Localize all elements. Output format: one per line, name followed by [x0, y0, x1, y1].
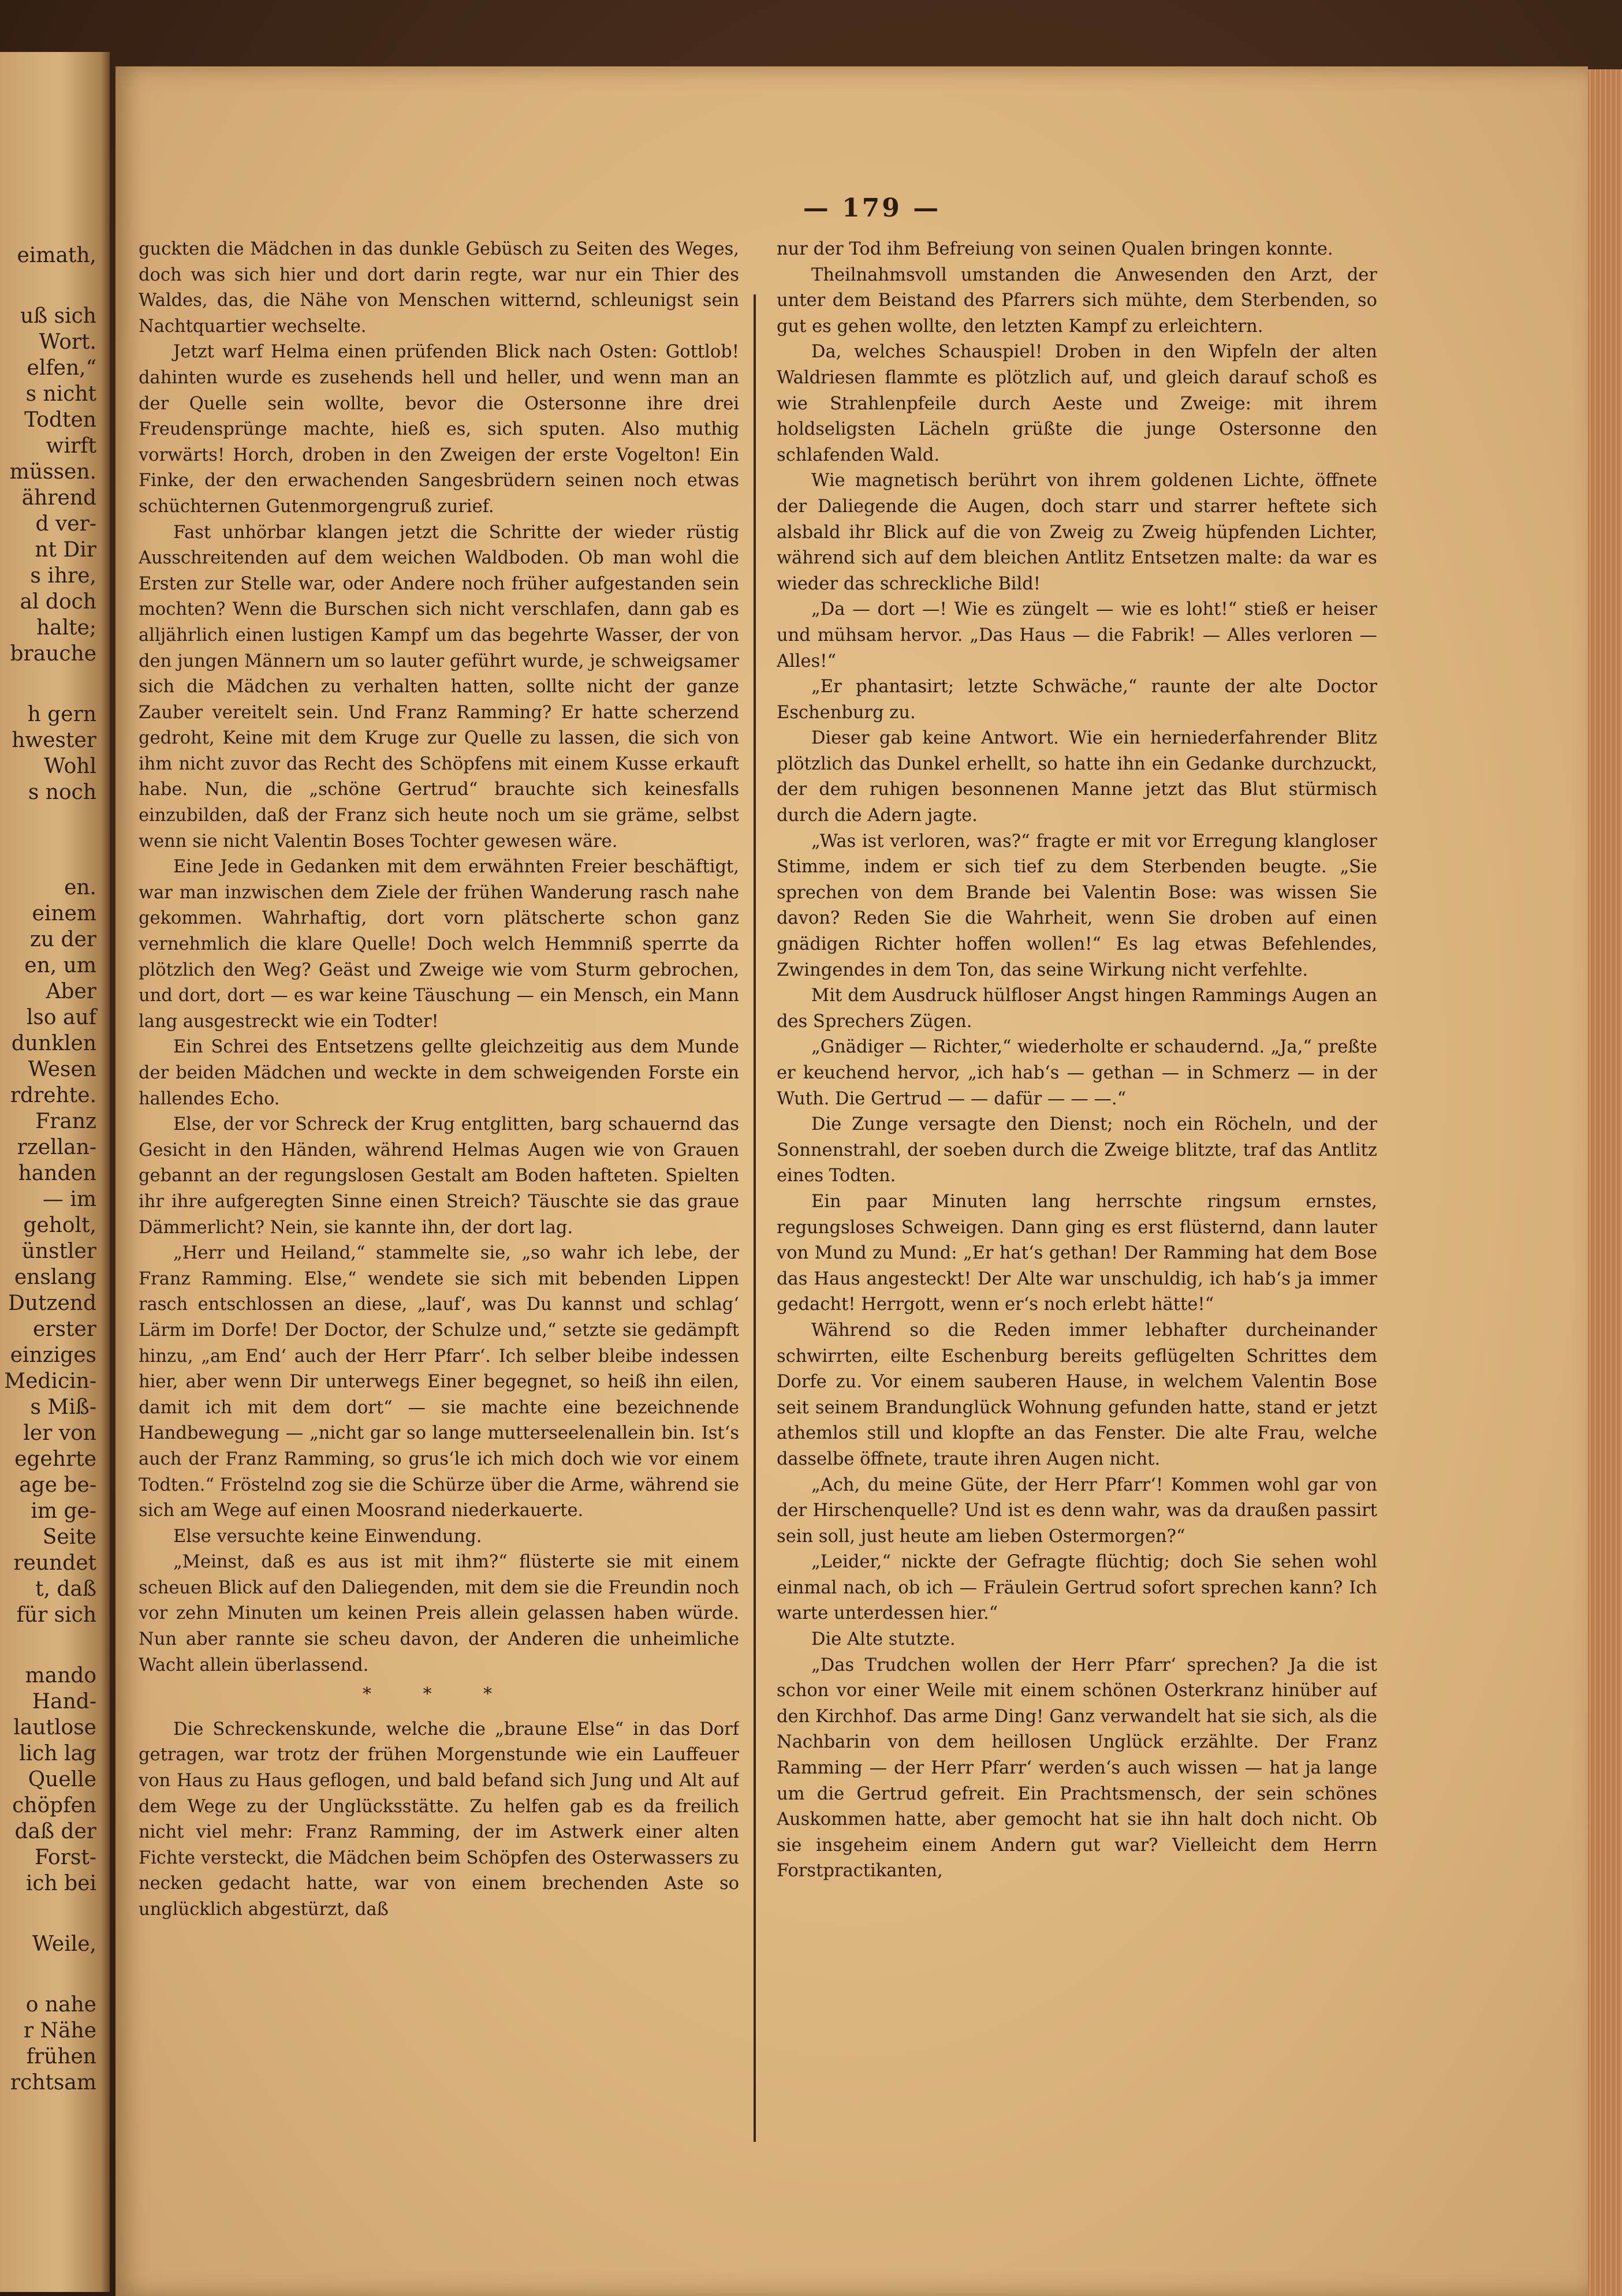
- left-page-fragment: age be-: [19, 1473, 96, 1497]
- left-page-fragment: [0, 1896, 101, 1931]
- left-page-fragment: für sich: [16, 1603, 96, 1627]
- left-page-fragment: zu der: [29, 928, 96, 951]
- left-page-fragment: eimath,: [17, 244, 96, 267]
- left-page-fragment: al doch: [20, 590, 96, 614]
- section-separator: * * *: [362, 1684, 516, 1705]
- left-page-fragment: [0, 1957, 101, 1992]
- paragraph: Während so die Reden immer lebhafter durcheinander schwirrten, eilte Eschenburg bereits geflügelten Schrittes dem Dorfe zu. Vor einem sauberen Hause, in welchem Valentin Bose seit seinem Brandunglück Wohnung gefunden hatte, stand er jetzt athemlos still und klopfte an das Fenster. Die alte Frau, welche dasselbe öffnete, traute ihren Augen nicht.: [777, 1320, 1377, 1469]
- left-page-fragment: dunklen: [11, 1032, 96, 1055]
- column-divider: [754, 294, 756, 2142]
- left-page-fragment: einziges: [10, 1343, 96, 1367]
- left-page-fragment: elfen,“: [27, 356, 96, 380]
- left-page-fragment: h gern: [27, 703, 96, 726]
- right-text-column: [777, 237, 1377, 2142]
- left-page-fragment: Dutzend: [8, 1291, 96, 1315]
- left-page-fragment: enslang: [14, 1265, 96, 1289]
- paragraph: „Da — dort —! Wie es züngelt — wie es loht!“ stieß er heiser und mühsam hervor. „Das Haus — die Fabrik! — Alles verloren — Alles!“: [777, 599, 1377, 671]
- paragraph: „Leider,“ nickte der Gefragte flüchtig; doch Sie sehen wohl einmal nach, ob ich — Fräulein Gertrud sofort sprechen kann? Ich warte unterdessen hier.“: [777, 1552, 1377, 1624]
- left-page-fragment: lautlose: [13, 1716, 96, 1739]
- left-page-fragment: lich lag: [19, 1742, 96, 1765]
- left-page-fragment: [0, 1628, 101, 1663]
- left-page-fragment: Seite: [42, 1525, 96, 1549]
- left-page-fragment: nt Dir: [35, 538, 96, 562]
- left-page-fragment: Todten: [24, 408, 96, 432]
- paragraph: guckten die Mädchen in das dunkle Gebüsch zu Seiten des Weges, doch was sich hier und dort darin regte, war nur ein Thier des Waldes, das, die Nähe von Menschen witternd, schleunigst sein Nachtquartier wechselte.: [139, 239, 739, 337]
- left-page-fragment: reundet: [13, 1551, 96, 1575]
- left-page-fragment: r Nähe: [23, 2019, 96, 2043]
- paragraph: Theilnahmsvoll umstanden die Anwesenden den Arzt, der unter dem Beistand des Pfarrers sich mühte, dem Sterbenden, so gut es gehen wollte, den letzten Kampf zu erleichtern.: [777, 264, 1377, 337]
- left-page-fragment: Aber: [46, 980, 96, 1003]
- left-page-fragment: Weile,: [32, 1932, 96, 1956]
- left-page-fragment: rchtsam: [10, 2071, 96, 2095]
- left-page-fragment: im ge-: [31, 1499, 96, 1523]
- left-page-fragment: rzellan-: [17, 1136, 96, 1159]
- left-page-fragment: egehrte: [14, 1447, 96, 1471]
- left-text-column: [139, 237, 739, 2142]
- paragraph: „Herr und Heiland,“ stammelte sie, „so wahr ich lebe, der Franz Ramming. Else,“ wendete sie sich mit bebenden Lippen rasch entschlossen an diese, „lauf‘, was Du kannst und schlag‘ Lärm im Dorfe! Der Doctor, der Schulze und,“ setzte sie gedämpft hinzu, „am End‘ auch der Herr Pfarr‘. Ich selber bleibe indessen hier, aber wenn Dir unterwegs Einer begegnet, so heiß ihn eilen, damit ich mit dem dort“ — sie machte eine bezeichnende Handbewegung — „nicht gar so lange mutterseelenallein bin. Ist‘s auch der Franz Ramming, so grus‘le ich mich doch wie vor einem Todten.“ Fröstelnd zog sie die Schürze über die Arme, während sie sich am Wege auf einen Moosrand niederkauerte.: [139, 1243, 739, 1521]
- paragraph: Fast unhörbar klangen jetzt die Schritte der wieder rüstig Ausschreitenden auf dem weichen Waldboden. Ob man wohl die Ersten zur Stelle war, oder Andere noch früher aufgestanden sein mochten? Wenn die Burschen sich nicht verschlafen, dann gab es alljährlich einen lustigen Kampf um das begehrte Wasser, der von den jungen Männern um so lauter geführt wurde, je schweigsamer sich die Mädchen zu verhalten hatten, sollte nicht der ganze Zauber vereitelt sein. Und Franz Ramming? Er hatte scherzend gedroht, Keine mit dem Kruge zur Quelle zu lassen, die sich von ihm nicht zuvor das Recht des Schöpfens mit einem Kusse erkauft habe. Nun, die „schöne Gertrud“ brauchte sich keinesfalls einzubilden, daß der Franz sich heute noch um sie gräme, selbst wenn sie nicht Valentin Boses Tochter gewesen wäre.: [139, 522, 739, 852]
- left-page-fragment: Forst-: [35, 1846, 96, 1869]
- left-page-fragment: uß sich: [20, 304, 96, 328]
- left-page-fragment: frühen: [26, 2045, 96, 2069]
- left-page-fragment: Hand-: [32, 1690, 96, 1713]
- left-page-fragment: [0, 805, 101, 840]
- left-page-fragment: ich bei: [25, 1872, 96, 1895]
- paragraph: „Meinst, daß es aus ist mit ihm?“ flüsterte sie mit einem scheuen Blick auf den Daliegenden, mit dem sie die Freundin noch vor zehn Minuten um keinen Preis allein gelassen haben würde. Nun aber rannte sie scheu davon, der Anderen die unheimliche Wacht allein überlassend.: [139, 1552, 739, 1675]
- left-page-fragment: daß der: [14, 1820, 96, 1843]
- paragraph: „Gnädiger — Richter,“ wiederholte er schaudernd. „Ja,“ preßte er keuchend hervor, „ich hab‘s — gethan — in Schmerz — in der Wuth. Die Gertrud — — dafür — — —.“: [777, 1037, 1377, 1109]
- page-number: — 179 —: [803, 193, 941, 223]
- left-page-fragment: ünstler: [21, 1240, 96, 1263]
- left-page-fragment: s nicht: [25, 382, 96, 406]
- left-page-fragment: Wesen: [28, 1058, 96, 1081]
- paragraph: Jetzt warf Helma einen prüfenden Blick nach Osten: Gottlob! dahinten wurde es zusehends hell und heller, und wenn man an der Quelle sein wollte, bevor die Ostersonne ihre drei Freudensprünge machte, hieß es, sich sputen. Also muthig vorwärts! Horch, droben in den Zweigen der erste Vogelton! Ein Finke, der den erwachenden Sangesbrüdern seinen noch etwas schüchternen Gutenmorgengruß zurief.: [139, 342, 739, 517]
- left-page-fragment: lso auf: [26, 1006, 96, 1029]
- paragraph: Die Alte stutzte.: [811, 1629, 956, 1650]
- left-page-fragment: Medicin-: [4, 1369, 96, 1393]
- left-page-fragment: Wohl: [44, 755, 96, 778]
- left-page-fragment: t, daß: [35, 1577, 96, 1601]
- left-page-edge: [0, 52, 110, 2292]
- left-page-fragment: hwester: [12, 729, 96, 752]
- left-page-fragment: ler von: [23, 1421, 96, 1445]
- left-page-fragment: einem: [32, 902, 96, 925]
- paragraph: Else, der vor Schreck der Krug entglitten, barg schauernd das Gesicht in den Händen, während Helmas Augen wie von Grauen gebannt an der regungslosen Gestalt am Boden hafteten. Spielten ihr ihre aufgeregten Sinne einen Streich? Täuschte sie das graue Dämmerlicht? Nein, sie kannte ihn, der dort lag.: [139, 1114, 739, 1238]
- paragraph: Ein Schrei des Entsetzens gellte gleichzeitig aus dem Munde der beiden Mädchen und weckte in dem schweigenden Forste ein hallendes Echo.: [139, 1037, 739, 1109]
- paragraph: Wie magnetisch berührt von ihrem goldenen Lichte, öffnete der Daliegende die Augen, doch starr und starrer heftete sich alsbald ihr Blick auf die von Zweig zu Zweig hüpfenden Lichter, während sich auf dem bleichen Antlitz Entsetzen malte: da war es wieder das schreckliche Bild!: [777, 471, 1377, 594]
- left-page-fragment: halte;: [36, 616, 96, 640]
- left-page-fragment: — im: [42, 1188, 96, 1211]
- left-page-fragment: s noch: [28, 781, 96, 804]
- left-page-fragment: müssen.: [9, 460, 96, 484]
- paragraph: „Er phantasirt; letzte Schwäche,“ raunte der alte Doctor Eschenburg zu.: [777, 677, 1377, 723]
- left-page-fragment: erster: [33, 1317, 96, 1341]
- paragraph: nur der Tod ihm Befreiung von seinen Qualen bringen konnte.: [777, 239, 1333, 259]
- left-page-fragment: s Miß-: [30, 1395, 96, 1419]
- left-page-fragment: [0, 268, 101, 303]
- left-page-fragment: en, um: [24, 954, 96, 977]
- paragraph: Else versuchte keine Einwendung.: [173, 1526, 482, 1547]
- left-page-fragment: mando: [25, 1664, 96, 1688]
- paragraph: „Was ist verloren, was?“ fragte er mit vor Erregung klangloser Stimme, indem er sich tief zu dem Sterbenden beugte. „Sie sprechen von dem Brande bei Valentin Bose: was wissen Sie davon? Reden Sie die Wahrheit, wenn Sie droben auf einen gnädigen Richter hoffen wollen!“ Es lag etwas Befehlendes, Zwingendes in dem Ton, das seine Wirkung nicht verfehlte.: [777, 831, 1377, 980]
- left-page-text-fragments: [0, 242, 101, 2096]
- left-page-fragment: Wort.: [39, 330, 96, 354]
- left-page-fragment: [0, 667, 101, 701]
- paragraph: Dieser gab keine Antwort. Wie ein herniederfahrender Blitz plötzlich das Dunkel erhellt, so hatte ihn ein Gedanke durchzuckt, der dem ruhigen besonnenen Manne jetzt das Blut stürmisch durch die Adern jagte.: [777, 728, 1377, 826]
- left-page-fragment: [0, 840, 101, 875]
- paragraph: Die Zunge versagte den Dienst; noch ein Röcheln, und der Sonnenstrahl, der soeben durch die Zweige blitzte, traf das Antlitz eines Todten.: [777, 1114, 1377, 1186]
- left-page-fragment: ährend: [21, 486, 96, 510]
- left-page-fragment: geholt,: [23, 1214, 96, 1237]
- paragraph: Ein paar Minuten lang herrschte ringsum ernstes, regungsloses Schweigen. Dann ging es erst flüsternd, dann lauter von Mund zu Mund: „Er hat‘s gethan! Der Ramming hat dem Bose das Haus angesteckt! Der Alte war unschuldig, ich hab‘s ja immer gedacht! Herrgott, wenn er‘s noch erlebt hätte!“: [777, 1191, 1377, 1315]
- paragraph: Mit dem Ausdruck hülfloser Angst hingen Rammings Augen an des Sprechers Zügen.: [777, 985, 1377, 1032]
- left-page-fragment: s ihre,: [30, 564, 96, 588]
- left-page-fragment: wirft: [46, 434, 96, 458]
- paragraph: „Das Trudchen wollen der Herr Pfarr‘ sprechen? Ja die ist schon vor einer Weile mit einem schönen Osterkranz hinüber auf den Kirchhof. Das arme Ding! Ganz verwandelt hat sie sich, als die Nachbarin von dem heillosen Unglück erzählte. Der Franz Ramming — der Herr Pfarr‘ werden‘s auch wissen — hat ja lange um die Gertrud gefreit. Ein Prachtsmensch, der sein schönes Auskommen hatte, aber gemocht hat sie ihn halt doch nicht. Ob sie insgeheim einem Andern gut war? Vielleicht dem Herrn Forstpractikanten,: [777, 1655, 1377, 1881]
- left-page-fragment: en.: [64, 876, 96, 899]
- paragraph: Eine Jede in Gedanken mit dem erwähnten Freier beschäftigt, war man inzwischen dem Ziele der frühen Wanderung rasch nahe gekommen. Wahrhaftig, dort vorn plätscherte schon ganz vernehmlich die klare Quelle! Doch welch Hemmniß sperrte da plötzlich den Weg? Geäst und Zweige wie vom Sturm gebrochen, und dort, dort — es war keine Täuschung — ein Mensch, ein Mann lang ausgestreckt wie ein Todter!: [139, 857, 739, 1032]
- left-page-fragment: o nahe: [25, 1993, 96, 2017]
- paragraph: „Ach, du meine Güte, der Herr Pfarr‘! Kommen wohl gar von der Hirschenquelle? Und ist es denn wahr, was da draußen passirt sein soll, just heute am lieben Ostermorgen?“: [777, 1474, 1377, 1547]
- left-page-fragment: Franz: [35, 1110, 96, 1133]
- left-page-fragment: rdrehte.: [10, 1084, 96, 1107]
- left-page-fragment: handen: [18, 1162, 96, 1185]
- left-page-fragment: d ver-: [35, 512, 96, 536]
- left-page-fragment: Quelle: [28, 1768, 96, 1791]
- book-page: [115, 66, 1588, 2296]
- paragraph: Da, welches Schauspiel! Droben in den Wipfeln der alten Waldriesen flammte es plötzlich auf, und gleich darauf schoß es wie Strahlenpfeile durch Aeste und Zweige: mit ihrem holdseligsten Lächeln grüßte die junge Ostersonne den schlafenden Wald.: [777, 342, 1377, 465]
- paragraph: Die Schreckenskunde, welche die „braune Else“ in das Dorf getragen, war trotz der frühen Morgenstunde wie ein Lauffeuer von Haus zu Haus geflogen, und bald befand sich Jung und Alt auf dem Wege zu der Unglücksstätte. Zu helfen gab es da freilich nicht viel mehr: Franz Ramming, der im Astwerk einer alten Fichte versteckt, die Mädchen beim Schöpfen des Osterwassers zu necken gedacht hatte, war von einem brechenden Aste so unglücklich abgestürzt, daß: [139, 1719, 739, 1920]
- left-page-fragment: brauche: [10, 642, 96, 666]
- left-page-fragment: chöpfen: [12, 1794, 96, 1817]
